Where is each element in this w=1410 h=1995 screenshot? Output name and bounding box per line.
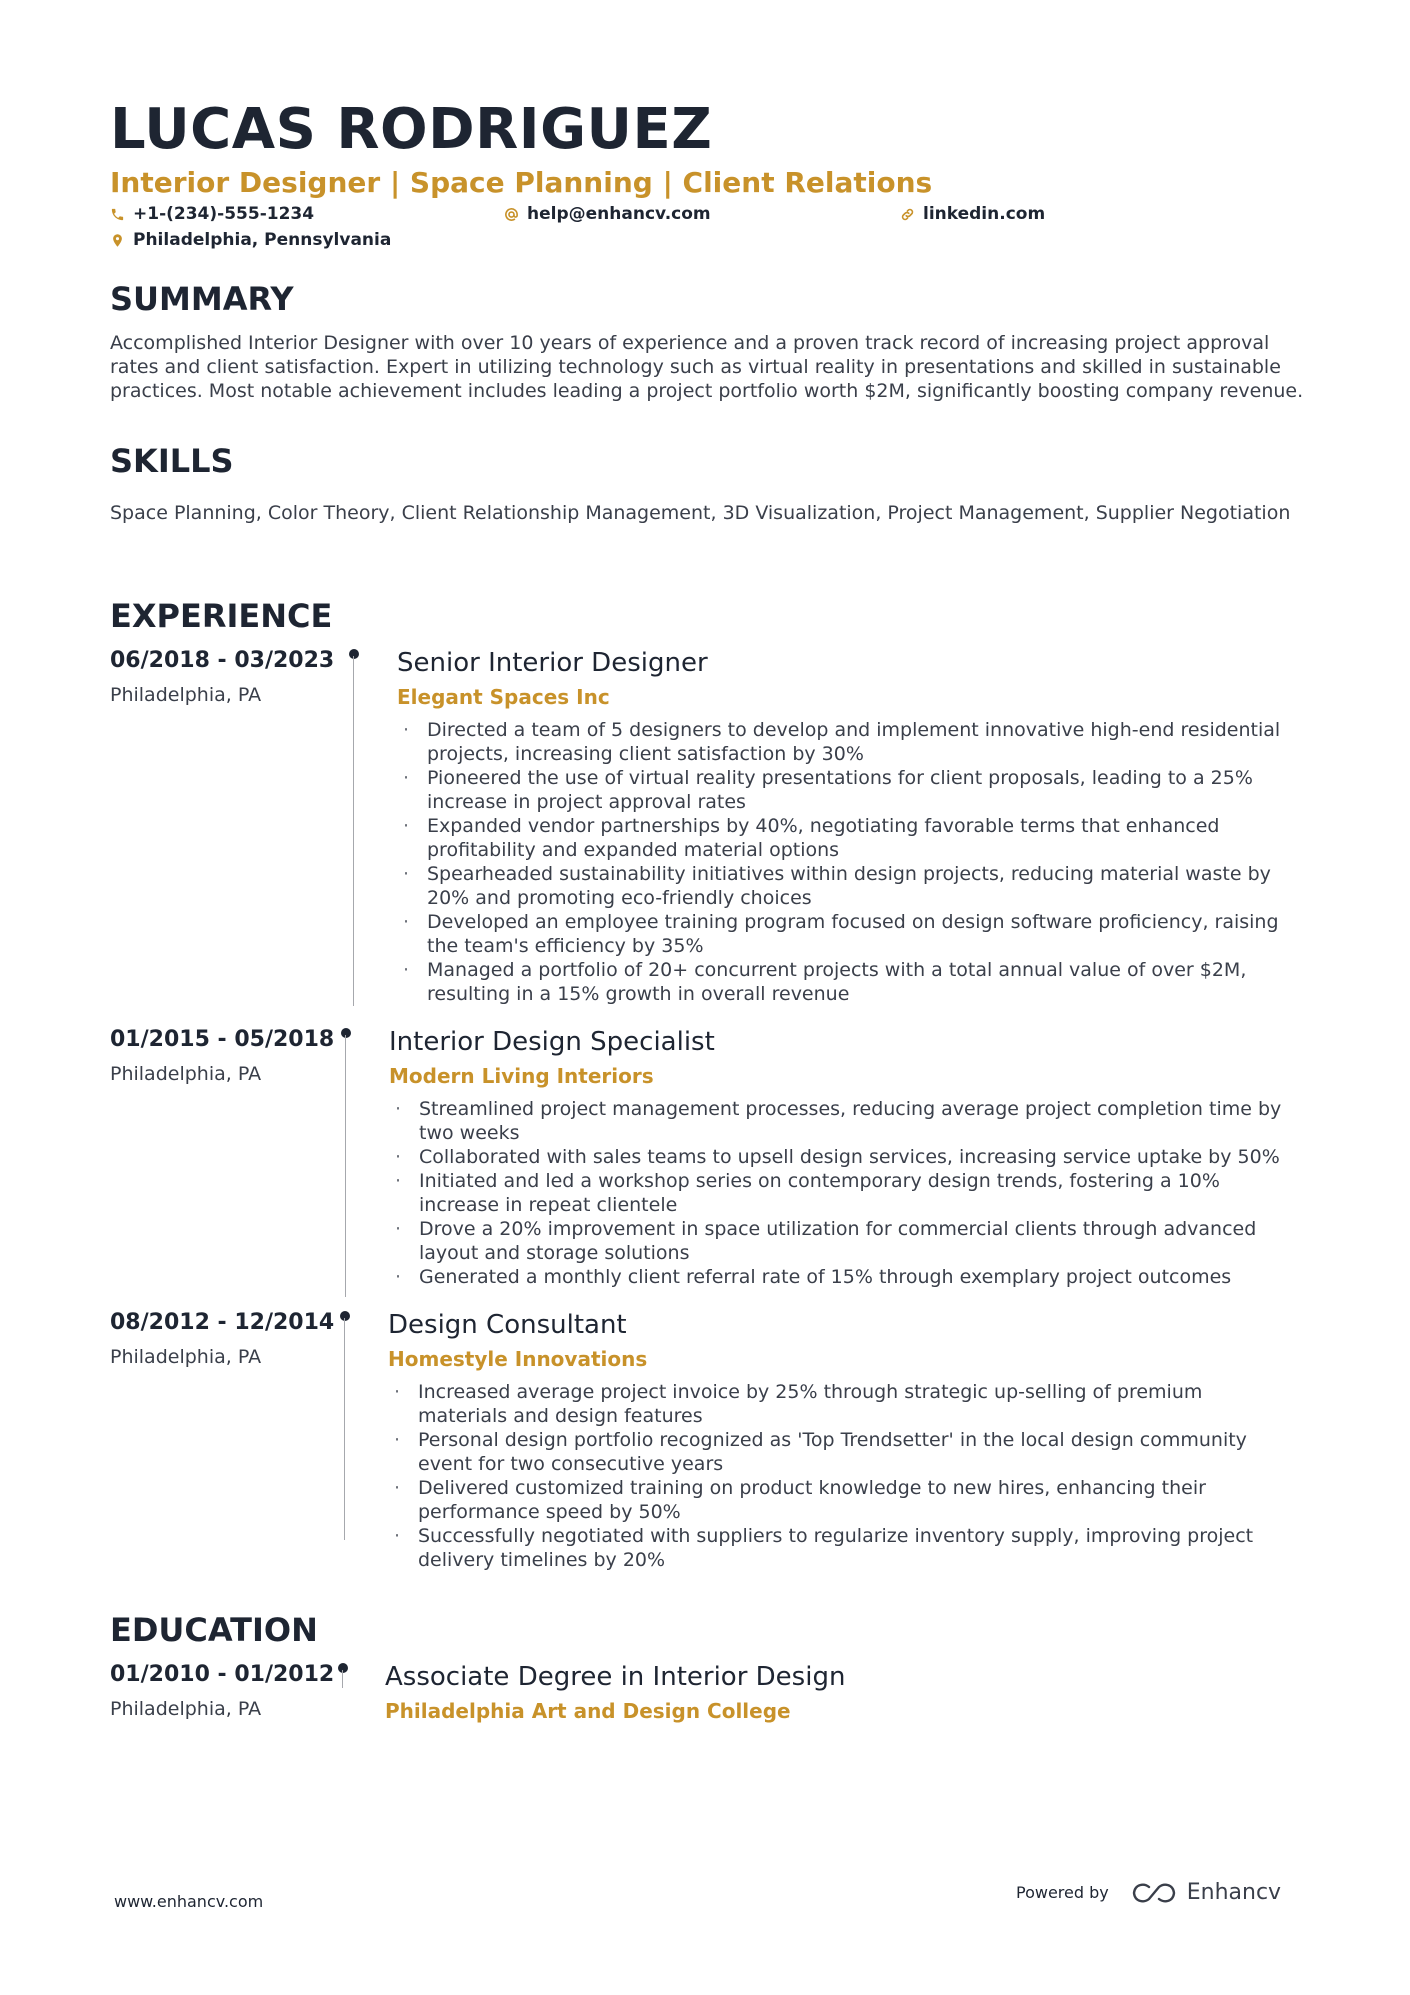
bullet-item: · Managed a portfolio of 20+ concurrent projects with a total annual value of over $2M, resulting in a 15% growth in overall revenue bbox=[397, 958, 1297, 1006]
experience-date: 06/2018 - 03/2023 bbox=[110, 648, 335, 673]
powered-by-text: Powered by bbox=[1016, 1883, 1109, 1902]
education-heading: EDUCATION bbox=[110, 1611, 318, 1649]
timeline-dot bbox=[349, 649, 359, 659]
timeline-line bbox=[353, 656, 354, 1006]
timeline-dot bbox=[340, 1311, 350, 1321]
contact-phone[interactable] bbox=[110, 204, 314, 224]
summary-heading: SUMMARY bbox=[110, 280, 294, 318]
experience-company[interactable]: Elegant Spaces Inc bbox=[397, 685, 610, 709]
brand-logo[interactable] bbox=[1131, 1880, 1281, 1905]
experience-role: Senior Interior Designer bbox=[397, 648, 708, 678]
bullet-item: · Personal design portfolio recognized as 'Top Trendsetter' in the local design community event for two consecutive years bbox=[388, 1428, 1288, 1476]
bullet-item: · Generated a monthly client referral rate of 15% through exemplary project outcomes bbox=[389, 1265, 1289, 1289]
education-entry bbox=[110, 1660, 1310, 1740]
experience-role: Interior Design Specialist bbox=[389, 1027, 715, 1057]
experience-body bbox=[388, 1308, 1288, 1572]
location-text: Philadelphia, Pennsylvania bbox=[133, 230, 392, 250]
education-school[interactable]: Philadelphia Art and Design College bbox=[385, 1699, 791, 1723]
experience-date: 08/2012 - 12/2014 bbox=[110, 1310, 335, 1335]
timeline-line bbox=[345, 1035, 346, 1297]
contact-linkedin[interactable] bbox=[900, 204, 1045, 224]
bullet-item: · Successfully negotiated with suppliers to regularize inventory supply, improving project delivery timelines by 20% bbox=[388, 1524, 1288, 1572]
timeline-line bbox=[344, 1318, 345, 1540]
headline: Interior Designer | Space Planning | Client Relations bbox=[110, 166, 933, 199]
experience-entry bbox=[110, 1308, 1310, 1571]
bullet-item: · Directed a team of 5 designers to develop and implement innovative high-end residential projects, increasing client satisfaction by 30% bbox=[397, 718, 1297, 766]
experience-heading: EXPERIENCE bbox=[110, 597, 333, 635]
education-date: 01/2010 - 01/2012 bbox=[110, 1662, 335, 1687]
experience-entry bbox=[110, 646, 1310, 1008]
bullet-item: · Streamlined project management processes, reducing average project completion time by two weeks bbox=[389, 1097, 1289, 1145]
skills-text: Space Planning, Color Theory, Client Relationship Management, 3D Visualization, Project Management, Supplier Negotiation bbox=[110, 502, 1291, 524]
linkedin-text: linkedin.com bbox=[923, 204, 1046, 224]
experience-location: Philadelphia, PA bbox=[110, 684, 262, 706]
education-location: Philadelphia, PA bbox=[110, 1698, 262, 1720]
footer-branding bbox=[1016, 1880, 1281, 1905]
education-body bbox=[385, 1660, 1285, 1726]
experience-entry bbox=[110, 1025, 1310, 1300]
footer-website[interactable]: www.enhancv.com bbox=[114, 1892, 264, 1911]
resume-header bbox=[110, 96, 1310, 258]
bullet-item: · Expanded vendor partnerships by 40%, negotiating favorable terms that enhanced profitability and expanded material options bbox=[397, 814, 1297, 862]
bullet-item: · Drove a 20% improvement in space utilization for commercial clients through advanced layout and storage solutions bbox=[389, 1217, 1289, 1265]
brand-name: Enhancv bbox=[1186, 1880, 1282, 1905]
experience-location: Philadelphia, PA bbox=[110, 1063, 262, 1085]
experience-date: 01/2015 - 05/2018 bbox=[110, 1027, 335, 1052]
experience-body bbox=[397, 646, 1297, 1006]
contact-info bbox=[110, 202, 1310, 258]
at-sign-icon bbox=[504, 207, 519, 222]
candidate-name: LUCAS RODRIGUEZ bbox=[110, 97, 713, 162]
experience-bullets bbox=[389, 1097, 1289, 1289]
experience-body bbox=[389, 1025, 1289, 1289]
timeline-line bbox=[342, 1670, 343, 1688]
contact-location bbox=[110, 230, 391, 250]
phone-text: +1-(234)-555-1234 bbox=[133, 204, 315, 224]
bullet-item: · Collaborated with sales teams to upsell design services, increasing service uptake by 50% bbox=[389, 1145, 1289, 1169]
bullet-item: · Developed an employee training program focused on design software proficiency, raising the team's efficiency by 35% bbox=[397, 910, 1297, 958]
experience-company[interactable]: Modern Living Interiors bbox=[389, 1064, 654, 1088]
education-degree: Associate Degree in Interior Design bbox=[385, 1662, 846, 1692]
summary-text: Accomplished Interior Designer with over 10 years of experience and a proven track record of increasing project approval rates and client satisfaction. Expert in utilizing technology such as virtual reality in presentations and skilled in sustainable practices. Most notable achievement includes leading a project portfolio worth $2M, significantly boosting company revenue. bbox=[110, 332, 1304, 402]
bullet-item: · Spearheaded sustainability initiatives within design projects, reducing material waste by 20% and promoting eco-friendly choices bbox=[397, 862, 1297, 910]
bullet-item: · Delivered customized training on product knowledge to new hires, enhancing their performance speed by 50% bbox=[388, 1476, 1288, 1524]
contact-email[interactable] bbox=[504, 204, 711, 224]
enhancv-logo-icon bbox=[1131, 1881, 1177, 1905]
experience-location: Philadelphia, PA bbox=[110, 1346, 262, 1368]
experience-bullets bbox=[397, 718, 1297, 1006]
bullet-item: · Pioneered the use of virtual reality presentations for client proposals, leading to a 25% increase in project approval rates bbox=[397, 766, 1297, 814]
bullet-item: · Initiated and led a workshop series on contemporary design trends, fostering a 10% increase in repeat clientele bbox=[389, 1169, 1289, 1217]
link-icon bbox=[900, 207, 915, 222]
email-text: help@enhancv.com bbox=[527, 204, 711, 224]
timeline-dot bbox=[338, 1663, 348, 1673]
bullet-item: · Increased average project invoice by 25% through strategic up-selling of premium materials and design features bbox=[388, 1380, 1288, 1428]
experience-bullets bbox=[388, 1380, 1288, 1572]
experience-company[interactable]: Homestyle Innovations bbox=[388, 1347, 648, 1371]
experience-role: Design Consultant bbox=[388, 1310, 627, 1340]
skills-heading: SKILLS bbox=[110, 442, 234, 480]
location-pin-icon bbox=[110, 233, 125, 248]
phone-icon bbox=[110, 207, 125, 222]
timeline-dot bbox=[341, 1028, 351, 1038]
